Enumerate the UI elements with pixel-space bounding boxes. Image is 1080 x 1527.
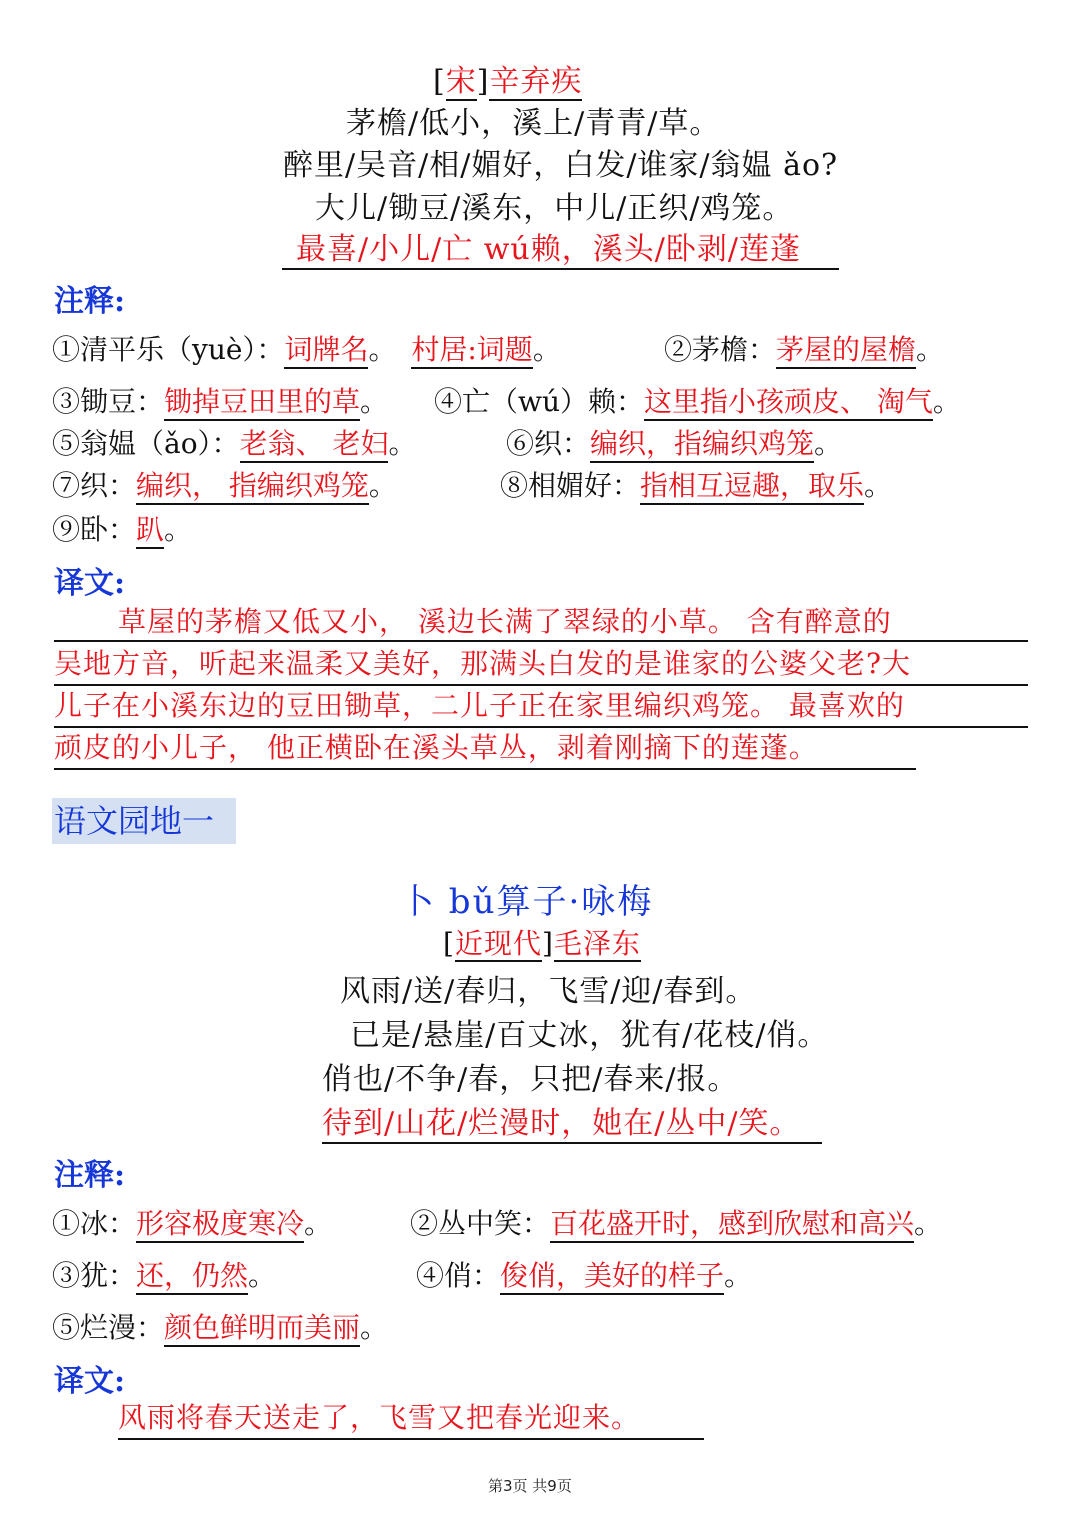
poem1-attribution: [宋]辛弃疾 [433, 64, 583, 99]
note-punct: 。 [248, 1259, 277, 1292]
page-number: 第3页 共9页 [488, 1477, 572, 1495]
poem2-line-4 [322, 1098, 822, 1144]
poem1-line-4 [282, 224, 839, 270]
poem2-line-3: 俏也/不争/春，只把/春来/报。 [322, 1062, 739, 1097]
poem1-note-8 [500, 464, 892, 504]
poem1-line-2: 醉里/吴音/相/媚好，白发/谁家/翁媪 ǎo? [283, 148, 839, 183]
note-punct: 。 [388, 427, 417, 460]
poem1-note-7 [52, 464, 397, 504]
note-punct: 。 [532, 333, 561, 366]
note-term: ⑤翁媪（ǎo）： [52, 427, 240, 460]
poem2-line-4-text: 待到/山花/烂漫时，她在/丛中/笑。 [322, 1106, 801, 1141]
poem2-title: 卜 bǔ算子·咏梅 [400, 882, 654, 922]
section-title: 语文园地一 [52, 798, 236, 844]
note-answer: 俊俏，美好的样子 [500, 1259, 724, 1295]
note-answer: 指相互逗趣，取乐 [640, 469, 864, 505]
note-answer: 村居:词题 [411, 333, 532, 369]
note-answer: 颜色鲜明而美丽 [164, 1311, 360, 1347]
translation-line: 吴地方音，听起来温柔又美好，那满头白发的是谁家的公婆父老?大 [54, 644, 1028, 686]
note-term: ①冰： [52, 1207, 137, 1240]
note-answer: 茅屋的屋檐 [776, 333, 916, 369]
poem1-note-3 [52, 380, 388, 420]
note-term: ⑥织： [506, 427, 591, 460]
poem2-note-1 [52, 1202, 332, 1242]
note-punct: 。 [304, 1207, 333, 1240]
poem2-note-2 [410, 1202, 942, 1242]
note-term: ⑨卧： [52, 513, 137, 546]
note-term: ⑧相媚好： [500, 469, 641, 502]
poem2-line-1: 风雨/送/春归，飞雪/迎/春到。 [340, 974, 757, 1009]
note-punct: 。 [368, 469, 397, 502]
poem1-line-1: 茅檐/低小，溪上/青青/草。 [346, 106, 721, 141]
note-answer: 编织， 指编织鸡笼 [136, 469, 369, 505]
note-punct: 。 [164, 513, 193, 546]
note-answer: 百花盛开时，感到欣慰和高兴 [550, 1207, 914, 1243]
poem2-attribution: [近现代]毛泽东 [443, 927, 641, 960]
poem1-note-2 [664, 328, 944, 368]
note-term: ③锄豆： [52, 385, 165, 418]
note-term: ④俏： [416, 1259, 501, 1292]
note-term: ①清平乐（yuè）： [52, 333, 285, 366]
note-term: ④亡（wú）赖： [434, 385, 645, 418]
poem2-notes-heading: 注释: [54, 1158, 126, 1193]
poem1-note-9 [52, 508, 192, 548]
translation-line: 草屋的茅檐又低又小， 溪边长满了翠绿的小草。 含有醉意的 [54, 602, 1028, 642]
note-punct: 。 [932, 385, 961, 418]
poem1-line-3: 大儿/锄豆/溪东，中儿/正织/鸡笼。 [315, 191, 794, 226]
poem1-note-4 [434, 380, 961, 420]
note-punct: 。 [360, 385, 389, 418]
translation-line: 儿子在小溪东边的豆田锄草，二儿子正在家里编织鸡笼。 最喜欢的 [54, 686, 1028, 728]
poem1-note-5 [52, 422, 416, 462]
note-answer: 形容极度寒冷 [136, 1207, 304, 1243]
note-punct: 。 [864, 469, 893, 502]
note-answer: 这里指小孩顽皮、 淘气 [644, 385, 933, 421]
note-punct: 。 [368, 333, 397, 366]
poem2-line-2: 已是/悬崖/百丈冰，犹有/花枝/俏。 [350, 1018, 829, 1053]
poem2-note-4 [416, 1254, 752, 1294]
poem2-author: 毛泽东 [553, 927, 641, 960]
translation-line: 顽皮的小儿子， 他正横卧在溪头草丛，剥着刚摘下的莲蓬。 [54, 728, 916, 770]
poem2-dynasty: 近现代 [454, 927, 542, 960]
note-answer: 词牌名 [284, 333, 368, 369]
note-answer: 趴 [136, 513, 164, 549]
note-answer: 还，仍然 [136, 1259, 248, 1295]
translation-line: 风雨将春天送走了，飞雪又把春光迎来。 [118, 1398, 704, 1440]
note-answer: 老翁、 老妇 [240, 427, 389, 463]
poem1-note-1 [52, 328, 561, 368]
note-punct: 。 [916, 333, 945, 366]
note-answer: 编织，指编织鸡笼 [590, 427, 814, 463]
note-term: ②丛中笑： [410, 1207, 551, 1240]
note-answer: 锄掉豆田里的草 [164, 385, 360, 421]
note-punct: 。 [360, 1311, 389, 1344]
poem1-line-4-text: 最喜/小儿/亡 wú赖，溪头/卧剥/莲蓬 [296, 232, 801, 267]
note-punct: 。 [914, 1207, 943, 1240]
poem2-note-5 [52, 1306, 388, 1346]
poem1-note-6 [506, 422, 842, 462]
poem1-notes-heading: 注释: [54, 284, 126, 319]
note-term: ③犹： [52, 1259, 137, 1292]
note-term: ②茅檐： [664, 333, 777, 366]
poem1-author: 辛弃疾 [489, 64, 583, 99]
note-punct: 。 [814, 427, 843, 460]
note-term: ⑤烂漫： [52, 1311, 165, 1344]
note-punct: 。 [724, 1259, 753, 1292]
poem1-translation-heading: 译文: [54, 566, 126, 601]
poem1-dynasty: 宋 [445, 64, 477, 99]
poem2-note-3 [52, 1254, 276, 1294]
note-term: ⑦织： [52, 469, 137, 502]
poem2-translation-heading: 译文: [54, 1364, 126, 1399]
